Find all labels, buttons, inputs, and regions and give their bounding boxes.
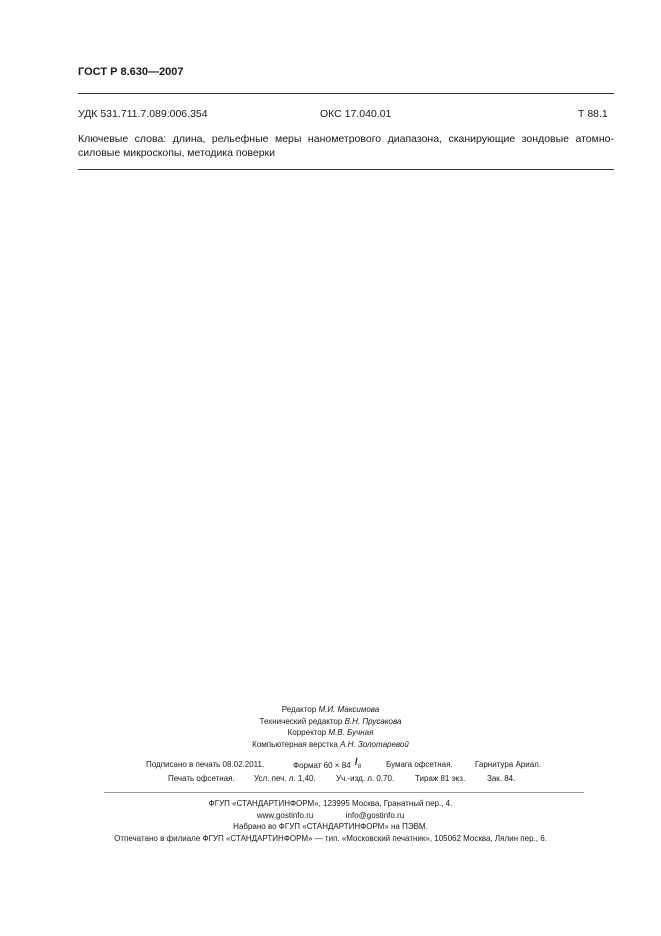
format-times: × xyxy=(334,761,340,770)
classification-code: Т 88.1 xyxy=(578,108,608,120)
publishing-sheets: Уч.-изд. л. 0,70. xyxy=(336,774,395,783)
publisher-website: www.gostinfo.ru xyxy=(256,810,314,820)
paper-format xyxy=(293,757,363,770)
keywords-rule xyxy=(78,169,614,170)
credit-tech-editor xyxy=(0,716,661,728)
publisher-address: ФГУП «СТАНДАРТИНФОРМ», 123995 Москва, Гранатный пер., 4. xyxy=(208,799,453,808)
credit-proofreader xyxy=(0,727,661,739)
credit-role: Технический редактор xyxy=(259,716,343,726)
udk-code: УДК 531.711.7.089:006.354 xyxy=(78,108,208,120)
credit-name: М.И. Максимова xyxy=(318,705,380,714)
signed-date: Подписано в печать 08.02.2011. xyxy=(146,760,265,769)
footer-rule xyxy=(104,792,584,793)
credit-name: М.В. Бучная xyxy=(328,728,374,737)
circulation: Тираж 81 экз. xyxy=(415,774,466,783)
credit-name: В.Н. Прусакова xyxy=(344,716,402,726)
top-rule xyxy=(78,93,614,94)
paper-type: Бумага офсетная. xyxy=(386,760,453,769)
credit-role: Компьютерная верстка xyxy=(252,739,338,749)
print-sheets: Усл. печ. л. 1,40. xyxy=(254,774,316,783)
publisher-contacts xyxy=(0,810,661,822)
typeface: Гарнитура Ариал. xyxy=(475,760,542,769)
credit-editor xyxy=(0,704,661,716)
document-title: ГОСТ Р 8.630—2007 xyxy=(78,66,184,78)
credit-layout xyxy=(0,739,661,751)
publisher-email: info@gostinfo.ru xyxy=(345,810,405,820)
typeset-note: Набрано во ФГУП «СТАНДАРТИНФОРМ» на ПЭВМ. xyxy=(233,822,428,831)
printing-method: Печать офсетная. xyxy=(168,774,235,783)
format-84: 84 xyxy=(341,761,351,770)
format-fraction: / 8 xyxy=(354,757,362,770)
printed-note: Отпечатано в филиале ФГУП «СТАНДАРТИНФОРМ» — тип. «Московский печатник», 105062 Москва, Лялин пер., 6. xyxy=(114,833,547,843)
credit-role: Корректор xyxy=(287,728,327,737)
format-label: Формат 60 xyxy=(293,761,333,770)
order-number: Зак. 84. xyxy=(487,774,516,783)
credit-role: Редактор xyxy=(281,705,317,714)
publisher-block xyxy=(0,798,661,844)
oks-code: ОКС 17.040.01 xyxy=(320,108,392,120)
credits-block xyxy=(0,704,661,750)
credit-name: А.Н. Золотаревой xyxy=(340,739,409,749)
keywords-paragraph: Ключевые слова: длина, рельефные меры нанометрового диапазона, сканирующие зондовые атомно-силовые микроскопы, методика поверки xyxy=(78,133,614,159)
